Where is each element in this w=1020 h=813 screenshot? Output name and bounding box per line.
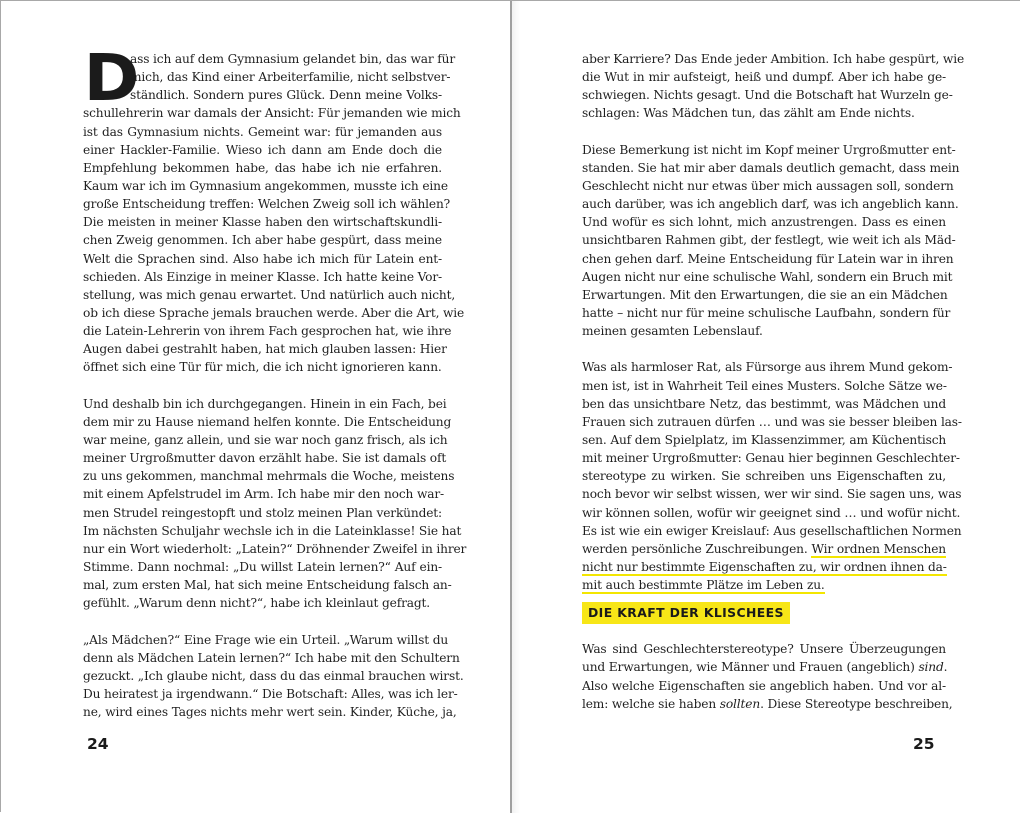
text-line: mich, das Kind einer Arbeiterfamilie, nicht selbstver- bbox=[130, 70, 451, 85]
section-heading: DIE KRAFT DER KLISCHEES bbox=[582, 602, 790, 624]
text-line: sen. Auf dem Spielplatz, im Klassenzimmer, am Küchentisch bbox=[582, 432, 947, 447]
text-line: chen gehen darf. Meine Entscheidung für Latein war in ihren bbox=[582, 251, 954, 266]
text-line: stereotype zu wirken. Sie schreiben uns Eigenschaften zu, bbox=[582, 469, 946, 484]
text-line: „Als Mädchen?“ Eine Frage wie ein Urteil. „Warum willst du bbox=[83, 632, 449, 647]
text-line bbox=[582, 540, 946, 558]
text-line: mit einem Apfelstrudel im Arm. Ich habe mir den noch war- bbox=[83, 487, 445, 502]
right-page bbox=[512, 1, 1020, 813]
text-line: Frauen sich zutrauen dürfen … und was sie besser bleiben las- bbox=[582, 414, 962, 429]
paragraph bbox=[83, 42, 465, 377]
text-line bbox=[582, 576, 946, 594]
text-fragment: und Erwartungen, wie Männer und Frauen (angeblich) bbox=[582, 660, 919, 675]
text-line: Augen dabei gestrahlt haben, hat mich glauben lassen: Hier bbox=[83, 342, 447, 357]
text-line: dem mir zu Hause niemand helfen konnte. Die Entscheidung bbox=[83, 414, 452, 429]
text-line: gefühlt. „Warum denn nicht?“, habe ich kleinlaut gefragt. bbox=[83, 596, 431, 611]
text-line: meiner Urgroßmutter davon erzählt habe. Sie ist damals oft bbox=[83, 451, 447, 466]
highlighted-text: Wir ordnen Menschen bbox=[811, 541, 947, 556]
text-line: Welt die Sprachen sind. Also habe ich mich für Latein ent- bbox=[83, 251, 442, 266]
text-line: Stimme. Dann nochmal: „Du willst Latein lernen?“ Auf ein- bbox=[83, 559, 442, 574]
paragraph bbox=[83, 395, 467, 613]
text-fragment: werden persönliche Zuschreibungen. bbox=[582, 541, 812, 556]
paragraph-gap bbox=[582, 630, 946, 640]
left-page-text bbox=[83, 42, 467, 721]
text-line: Kaum war ich im Gymnasium angekommen, musste ich eine bbox=[83, 178, 448, 193]
paragraph-gap bbox=[582, 123, 946, 141]
text-line: Diese Bemerkung ist nicht im Kopf meiner Urgroßmutter ent- bbox=[582, 142, 956, 157]
page-number: 24 bbox=[87, 735, 109, 753]
text-line: Was sind Geschlechterstereotype? Unsere Überzeugungen bbox=[582, 642, 946, 657]
text-line: ist das Gymnasium nichts. Gemeint war: für jemanden aus bbox=[83, 124, 442, 139]
text-line: aber Karriere? Das Ende jeder Ambition. Ich habe gespürt, wie bbox=[582, 52, 965, 66]
text-line: war meine, ganz allein, und sie war noch ganz frisch, als ich bbox=[83, 432, 448, 447]
text-line: Es ist wie ein ewiger Kreislauf: Aus gesellschaftlichen Normen bbox=[582, 523, 962, 538]
paragraph bbox=[83, 631, 464, 722]
text-line: mal, zum ersten Mal, hat sich meine Entscheidung falsch an- bbox=[83, 578, 452, 593]
text-line: Die meisten in meiner Klasse haben den wirtschaftskundli- bbox=[83, 215, 442, 230]
text-line: standen. Sie hat mir aber damals deutlich gemacht, dass mein bbox=[582, 160, 960, 175]
text-line: Was als harmloser Rat, als Fürsorge aus ihrem Mund gekom- bbox=[582, 360, 953, 375]
text-line: men Strudel reingestopft und stolz meinen Plan verkündet: bbox=[83, 505, 442, 520]
paragraph bbox=[582, 640, 953, 713]
text-line: Und deshalb bin ich durchgegangen. Hinein in ein Fach, bei bbox=[83, 396, 447, 411]
right-page-text bbox=[582, 50, 965, 713]
drop-cap: D bbox=[83, 42, 140, 116]
text-fragment: . bbox=[943, 660, 948, 675]
text-line: Du heiratest ja irgendwann.“ Die Botschaft: Alles, was ich ler- bbox=[83, 686, 458, 701]
emphasis-text: sind bbox=[918, 660, 944, 675]
paragraph bbox=[582, 50, 965, 123]
text-line: hatte – nicht nur für meine schulische Laufbahn, sondern für bbox=[582, 305, 951, 320]
text-line: Augen nicht nur eine schulische Wahl, sondern ein Bruch mit bbox=[582, 269, 953, 284]
text-line: ob ich diese Sprache jemals brauchen werde. Aber die Art, wie bbox=[83, 305, 465, 320]
highlighted-text: nicht nur bestimmte Eigenschaften zu, wir ordnen ihnen da- bbox=[582, 559, 947, 574]
emphasis-text: sollten bbox=[719, 696, 761, 711]
paragraph bbox=[582, 358, 962, 594]
paragraph bbox=[582, 141, 960, 341]
paragraph-gap bbox=[83, 377, 442, 395]
text-line: zu uns gekommen, manchmal mehrmals die Woche, meistens bbox=[83, 469, 455, 484]
text-line: ne, wird eines Tages nichts mehr wert sein. Kinder, Küche, ja, bbox=[83, 705, 457, 720]
text-line: auch darüber, was ich angeblich darf, was ich angeblich kann. bbox=[582, 197, 959, 212]
text-line bbox=[582, 658, 946, 676]
text-line: die Latein-Lehrerin von ihrem Fach gesprochen hat, wie ihre bbox=[83, 324, 452, 339]
text-line: unsichtbaren Rahmen gibt, der festlegt, wie weit ich als Mäd- bbox=[582, 233, 956, 248]
paragraph-gap bbox=[582, 340, 946, 358]
text-line: chen Zweig genommen. Ich aber habe gespürt, dass meine bbox=[83, 233, 442, 248]
text-line: Im nächsten Schuljahr wechsle ich in die Lateinklasse! Sie hat bbox=[83, 523, 462, 538]
text-line: Geschlecht nicht nur etwas über mich aussagen soll, sondern bbox=[582, 178, 954, 193]
page-number: 25 bbox=[913, 735, 935, 753]
text-line: ass ich auf dem Gymnasium gelandet bin, das war für bbox=[130, 52, 456, 66]
section-heading-row bbox=[582, 594, 946, 630]
text-line: nur ein Wort wiederholt: „Latein?“ Dröhnender Zweifel in ihrer bbox=[83, 541, 467, 556]
text-fragment: . Diese Stereotype beschreiben, bbox=[760, 696, 953, 711]
text-line: Empfehlung bekommen habe, das habe ich nie erfahren. bbox=[83, 160, 442, 175]
text-line: öffnet sich eine Tür für mich, die ich nicht ignorieren kann. bbox=[83, 360, 442, 375]
text-line: einer Hackler-Familie. Wieso ich dann am Ende doch die bbox=[83, 142, 442, 157]
text-line: gezuckt. „Ich glaube nicht, dass du das einmal brauchen wirst. bbox=[83, 668, 464, 683]
text-line: ständlich. Sondern pures Glück. Denn meine Volks- bbox=[130, 88, 442, 103]
text-line: mit meiner Urgroßmutter: Genau hier beginnen Geschlechter- bbox=[582, 451, 960, 466]
text-line: stellung, was mich genau erwartet. Und natürlich auch nicht, bbox=[83, 287, 456, 302]
paragraph-gap bbox=[83, 612, 442, 630]
text-line: die Wut in mir aufsteigt, heiß und dumpf. Aber ich habe ge- bbox=[582, 70, 946, 85]
text-line: noch bevor wir selbst wissen, wer wir sind. Sie sagen uns, was bbox=[582, 487, 962, 502]
text-line bbox=[582, 558, 946, 576]
text-line: ben das unsichtbare Netz, das bestimmt, was Mädchen und bbox=[582, 396, 946, 411]
text-line: schullehrerin war damals der Ansicht: Für jemanden wie mich bbox=[83, 106, 461, 121]
text-line: men ist, ist in Wahrheit Teil eines Musters. Solche Sätze we- bbox=[582, 378, 947, 393]
text-line: große Entscheidung treffen: Welchen Zweig soll ich wählen? bbox=[83, 197, 451, 212]
text-fragment: lem: welche sie haben bbox=[582, 696, 720, 711]
text-line: Und wofür es sich lohnt, mich anzustrengen. Dass es einen bbox=[582, 215, 946, 230]
text-line: Also welche Eigenschaften sie angeblich haben. Und vor al- bbox=[582, 678, 946, 693]
text-line: wir können sollen, wofür wir geeignet sind … und wofür nicht. bbox=[582, 505, 961, 520]
highlighted-text: mit auch bestimmte Plätze im Leben zu. bbox=[582, 578, 825, 593]
text-line: Erwartungen. Mit den Erwartungen, die sie an ein Mädchen bbox=[582, 287, 948, 302]
text-line: denn als Mädchen Latein lernen?“ Ich habe mit den Schultern bbox=[83, 650, 460, 665]
text-line: schieden. Als Einzige in meiner Klasse. Ich hatte keine Vor- bbox=[83, 269, 442, 284]
text-line: schwiegen. Nichts gesagt. Und die Botschaft hat Wurzeln ge- bbox=[582, 88, 953, 103]
text-line: schlagen: Was Mädchen tun, das zählt am Ende nichts. bbox=[582, 106, 915, 121]
left-page bbox=[1, 1, 510, 813]
text-line bbox=[582, 695, 953, 713]
text-line: meinen gesamten Lebenslauf. bbox=[582, 324, 763, 339]
